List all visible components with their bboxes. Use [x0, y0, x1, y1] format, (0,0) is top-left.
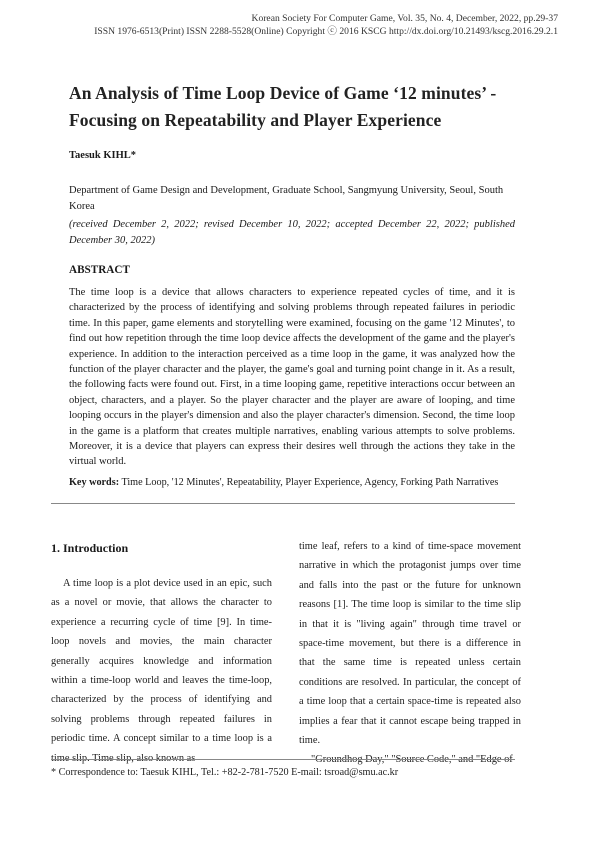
- footnote-correspondence: * Correspondence to: Taesuk KIHL, Tel.: +82-2-781-7520 E-mail: tsroad@smu.ac.kr: [51, 767, 399, 778]
- intro-paragraph: "Groundhog Day," "Source Code," and "Edge of: [311, 754, 513, 766]
- paper-title-line1: An Analysis of Time Loop Device of Game ‘12 minutes’ -: [69, 83, 497, 103]
- right-column: [299, 537, 521, 770]
- publication-dates: (received December 2, 2022; revised December 10, 2022; accepted December 22, 2022; published December 30, 2022): [69, 219, 515, 246]
- paper-title: [69, 80, 539, 134]
- journal-header-line2: ISSN 1976-6513(Print) ISSN 2288-5528(Online) Copyright ⓒ 2016 KSCG http://dx.doi.org/10.21493/kscg.2016.29.2.1: [94, 26, 558, 37]
- footnote-divider: [51, 759, 515, 760]
- keywords-label: Key words:: [69, 477, 120, 488]
- author-affiliation: Department of Game Design and Development, Graduate School, Sangmyung University, Seoul, South Korea: [69, 185, 504, 212]
- intro-paragraph: time leaf, refers to a kind of time-space movement narrative in which the protagonist jumps over time and falls into the past or the future for unknown reasons [1]. The time loop is similar to the time slip in that it is "living again" through time travel or space-time movement, but there is a difference in that the same time is repeated unless certain conditions are resolved. In particular, the concept of a time loop that a certain space-time is repeated also implies a fear that it cannot escape being trapped in time.: [299, 541, 521, 747]
- paper-title-line2: Focusing on Repeatability and Player Experience: [69, 110, 442, 130]
- keywords: [69, 475, 529, 490]
- author-name: Taesuk KIHL*: [69, 150, 137, 161]
- abstract-text: The time loop is a device that allows characters to experience repeated cycles of time, and it is characterized by the process of identifying and solving problems through repeated failures in periodic time. In this paper, game elements and storytelling were examined, focusing on the game '12 Minutes', to find out how repetition through the time loop device affects the development of the game and the player's experience. In addition to the interaction perceived as a time loop in the game, it was analyzed how the function of the player character and the player, the game's goal and turning point change in it. As a result, the following facts were found out. First, in a time looping game, repetitive interactions occur between an object, characters, and a player. So the player character and the player are aware of looping, and time looping occurs in the player's dimension and also the player character's dimension. Second, the time loop in the game is a platform that creates multiple narratives, enabling various attempts to solve problems. Moreover, it is a device that players can express their desires well through the actions they take in the virtual world.: [69, 287, 515, 468]
- left-column: [51, 574, 272, 768]
- section-heading-introduction: 1. Introduction: [51, 541, 129, 555]
- intro-paragraph: A time loop is a plot device used in an epic, such as a novel or movie, that allows the character to experience a recurring cycle of time [9]. In time-loop novels and movies, the main character generally acquires knowledge and information within a time-loop world and leaves the time-loop, characterized by the process of identifying and solving problems through repeated failures in periodic time. A concept similar to a time loop is a time slip. Time slip, also known as: [51, 578, 272, 764]
- abstract-heading: ABSTRACT: [69, 264, 130, 276]
- abstract-divider: [51, 503, 515, 504]
- journal-header-line1: Korean Society For Computer Game, Vol. 35, No. 4, December, 2022, pp.29-37: [251, 13, 558, 24]
- keywords-text: Time Loop, '12 Minutes', Repeatability, Player Experience, Agency, Forking Path Narratives: [121, 477, 499, 488]
